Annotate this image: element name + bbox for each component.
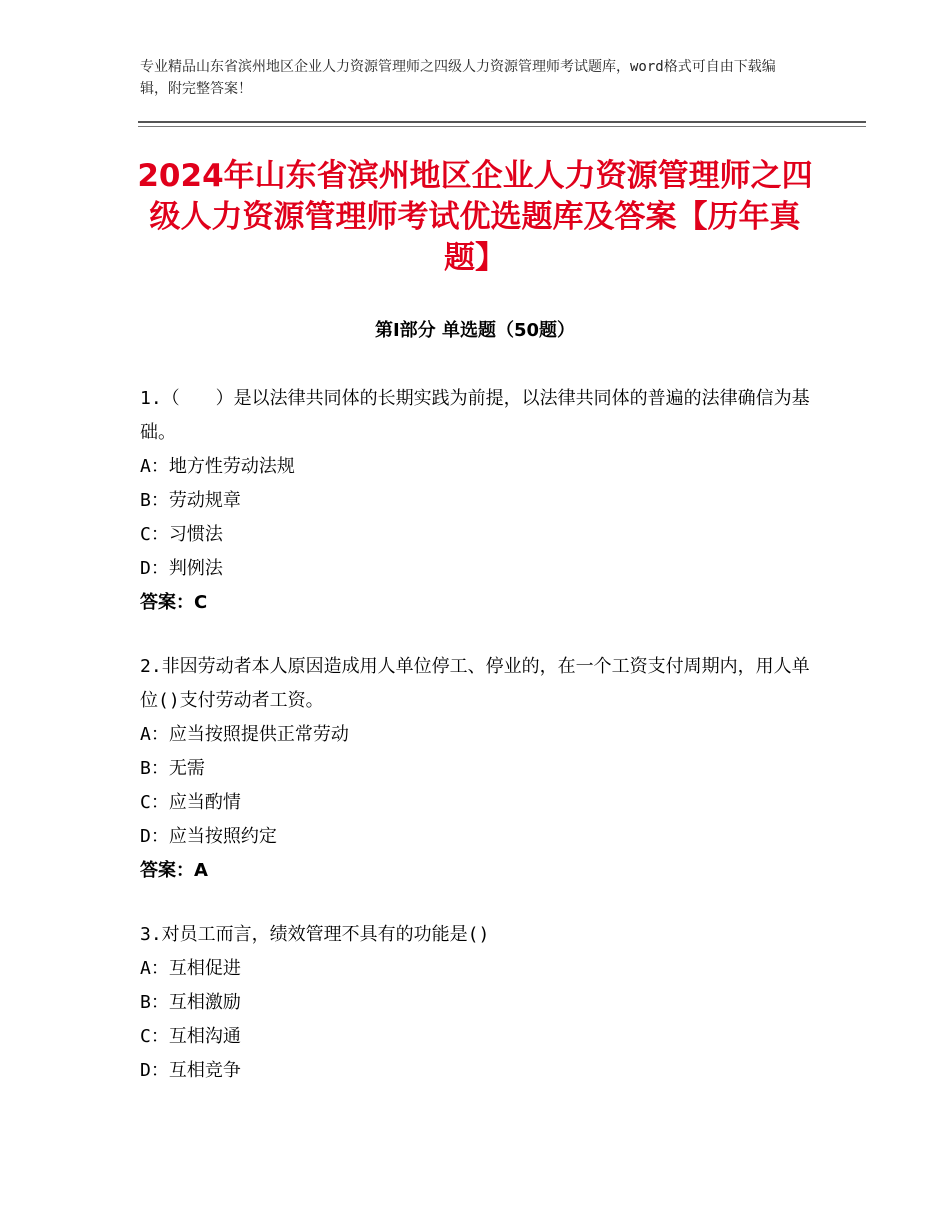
question-stem: 3.对员工而言，绩效管理不具有的功能是()	[140, 924, 490, 945]
document-title: 2024年山东省滨州地区企业人力资源管理师之四级人力资源管理师考试优选题库及答案【历年真题】	[137, 158, 813, 276]
option-c: C：习惯法	[140, 524, 223, 545]
question-stem: 1.（ ）是以法律共同体的长期实践为前提，以法律共同体的普遍的法律确信为基础。	[140, 388, 810, 443]
section-title: 第Ⅰ部分 单选题（50题）	[374, 320, 575, 341]
question-3	[140, 918, 820, 1088]
option-b: B：劳动规章	[140, 490, 241, 511]
answer: 答案：A	[140, 860, 208, 881]
option-a: A：地方性劳动法规	[140, 456, 295, 477]
header-note: 专业精品山东省滨州地区企业人力资源管理师之四级人力资源管理师考试题库，word格式可自由下载编辑，附完整答案！	[140, 59, 776, 97]
question-list	[140, 382, 820, 1118]
option-d: D：互相竞争	[140, 1060, 241, 1081]
option-a: A：应当按照提供正常劳动	[140, 724, 349, 745]
option-c: C：互相沟通	[140, 1026, 241, 1047]
option-d: D：判例法	[140, 558, 223, 579]
option-d: D：应当按照约定	[140, 826, 277, 847]
answer: 答案：C	[140, 592, 208, 613]
option-b: B：互相激励	[140, 992, 241, 1013]
header-divider-thick	[138, 121, 866, 123]
option-c: C：应当酌情	[140, 792, 241, 813]
option-b: B：无需	[140, 758, 205, 779]
question-1	[140, 382, 820, 620]
question-stem: 2.非因劳动者本人原因造成用人单位停工、停业的，在一个工资支付周期内，用人单位()支付劳动者工资。	[140, 656, 810, 711]
question-2	[140, 650, 820, 888]
header-divider-thin	[138, 126, 866, 127]
option-a: A：互相促进	[140, 958, 241, 979]
